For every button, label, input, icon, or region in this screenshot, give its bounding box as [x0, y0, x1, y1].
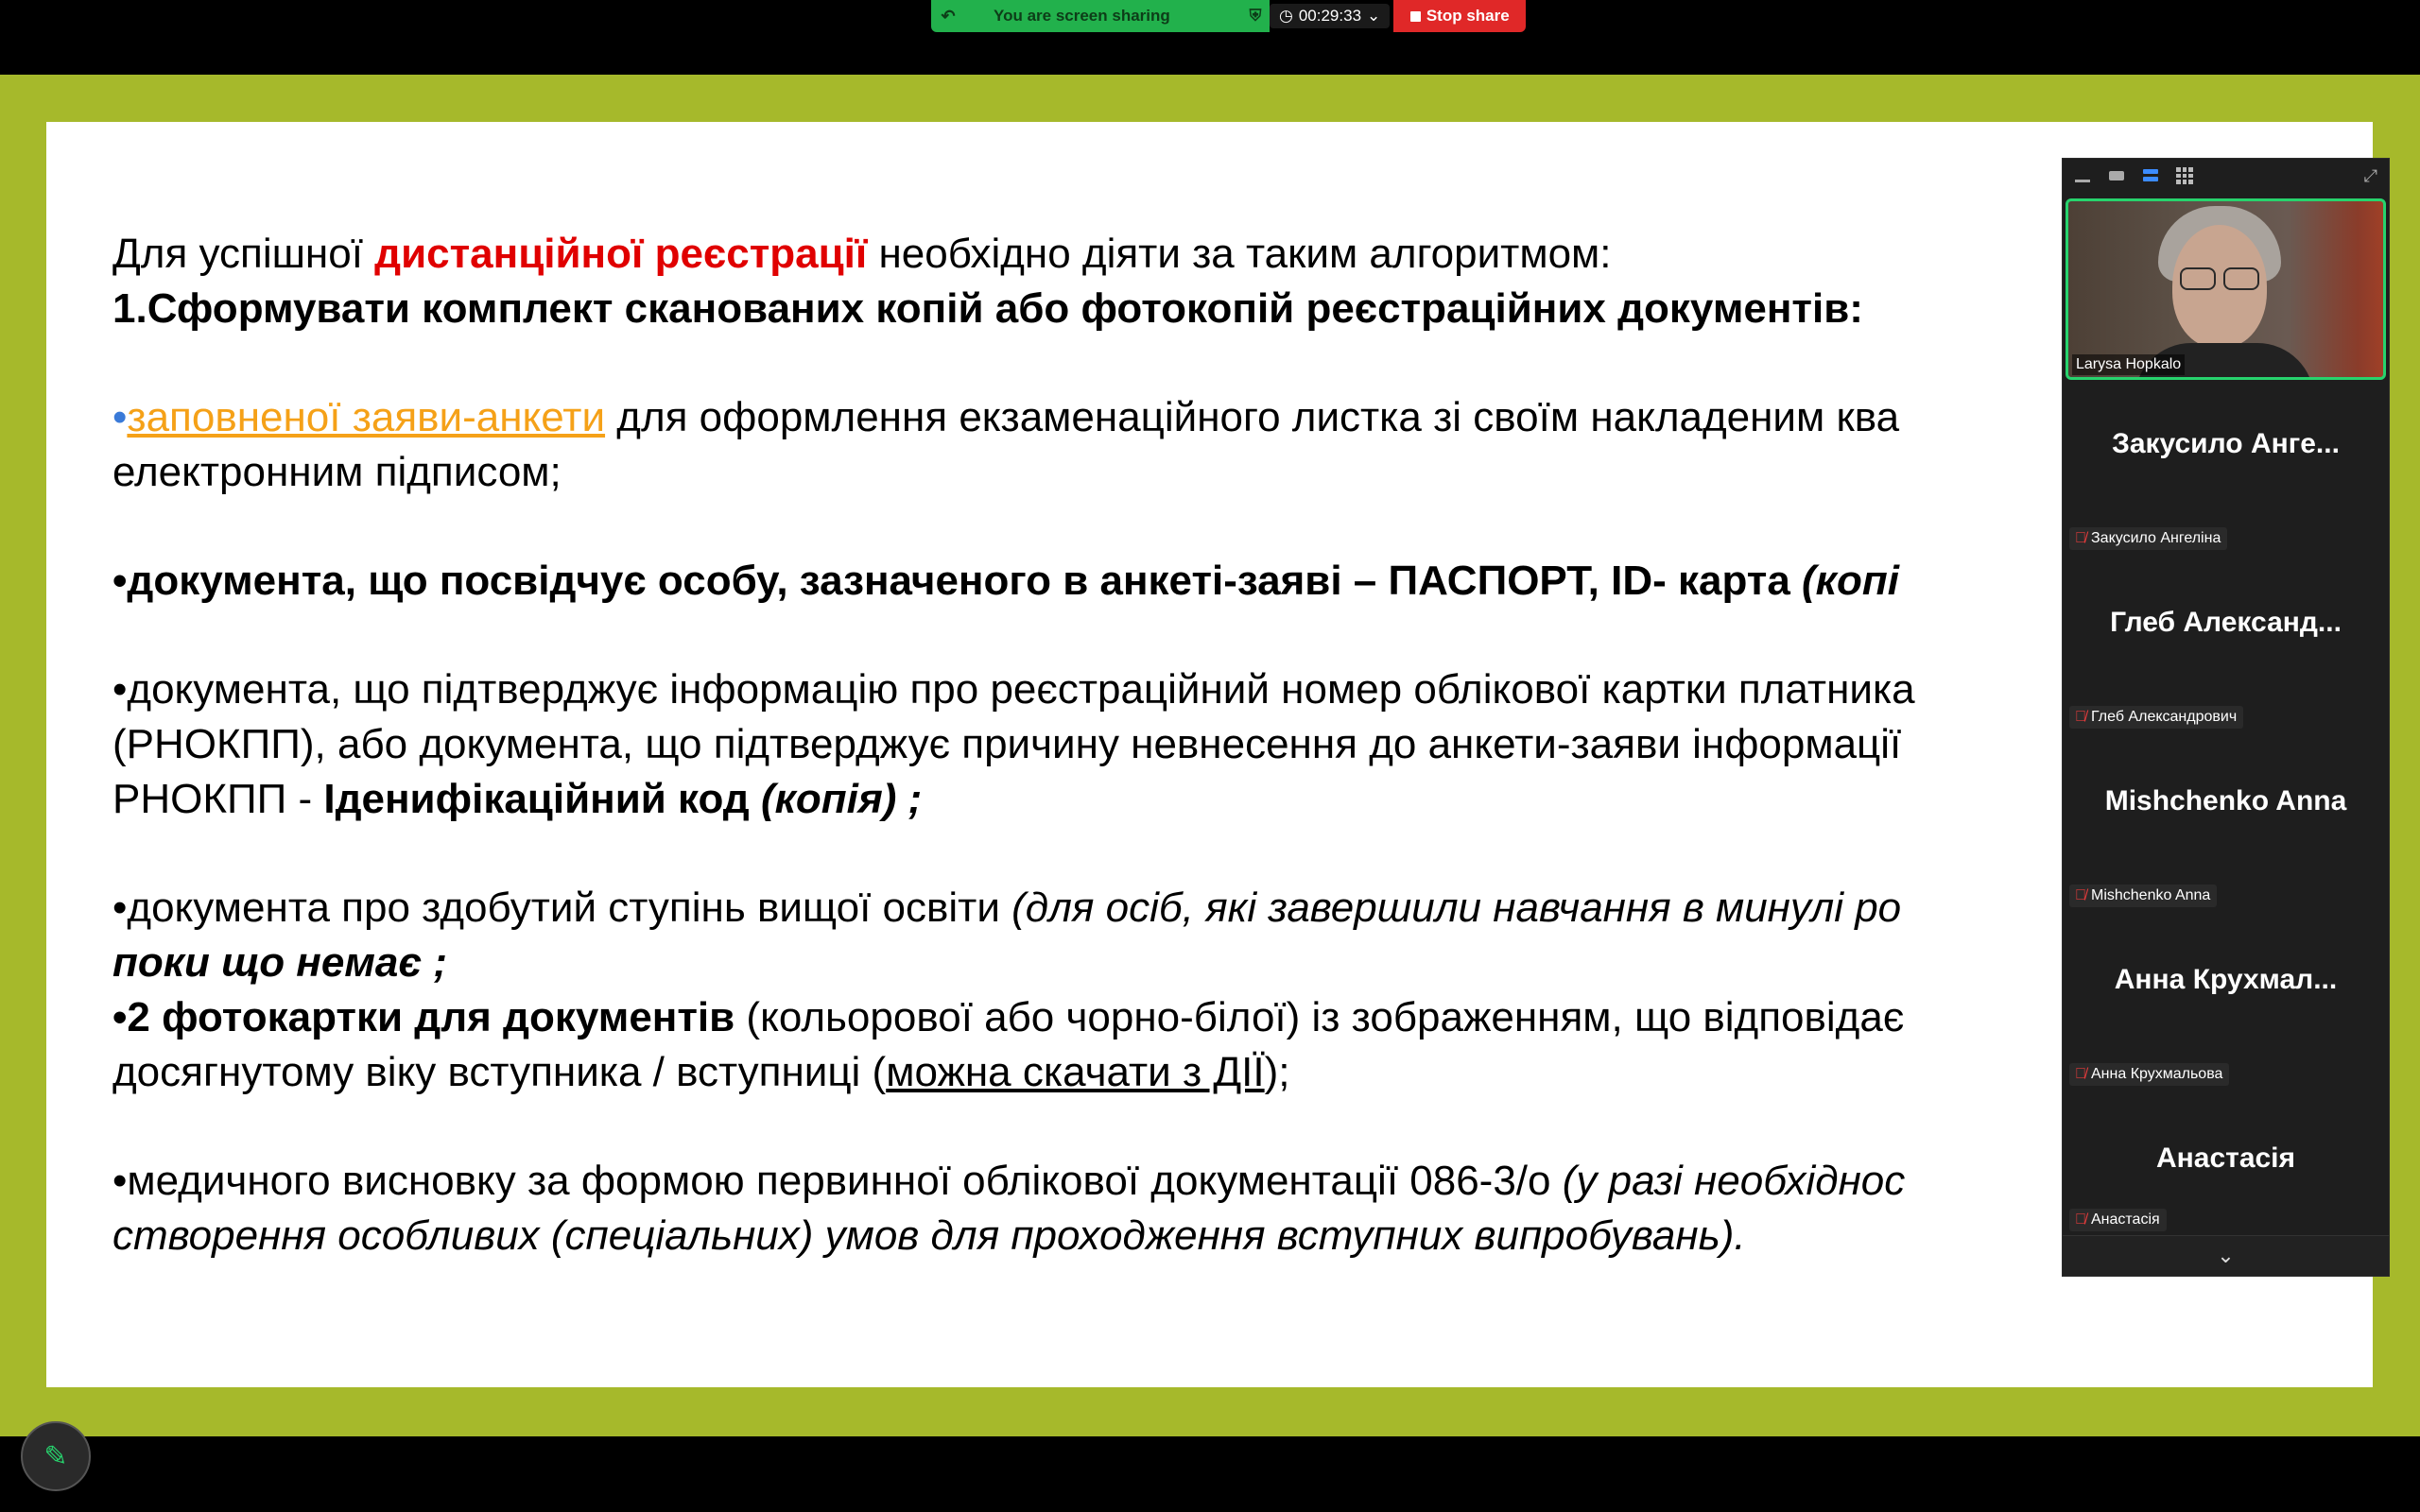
chevron-down-icon: ⌄ [1367, 7, 1381, 25]
participant-tile[interactable] [2063, 915, 2389, 1093]
bullet-application-form: •заповненої заяви-анкети для оформлення екзаменаційного листка зі своїм накладеним ква [112, 394, 1900, 440]
share-timer[interactable] [1270, 4, 1390, 28]
stop-share-label: Stop share [1426, 7, 1510, 25]
bullet-photos: •2 фотокартки для документів (кольорової або чорно-білої) із зображенням, що відповідає [112, 994, 1905, 1040]
participant-display-name: Mishchenko Anna [2104, 785, 2347, 816]
slide-line-intro: Для успішної дистанційної реєстрації необхідно діяти за таким алгоритмом: [112, 231, 1612, 277]
participant-tile[interactable] [2063, 1093, 2389, 1235]
hide-video-icon[interactable] [2106, 169, 2127, 182]
participant-name-tag: 🎙̸ Анастасія [2069, 1209, 2167, 1231]
participant-display-name: Закусило Анге... [2112, 428, 2340, 459]
participant-display-name: Глеб Александ... [2110, 607, 2342, 638]
expand-icon[interactable]: ⤢ [2363, 166, 2377, 185]
share-status [931, 0, 1270, 32]
timer-value: 00:29:33 [1298, 7, 1362, 25]
participant-display-name: Анна Крухмал... [2114, 964, 2338, 995]
speaker-name: Larysa Hopkalo [2072, 354, 2185, 375]
bottom-bar [0, 1436, 2420, 1512]
mic-muted-icon: 🎙̸ [2075, 709, 2086, 725]
bullet-tax-number: •документа, що підтверджує інформацію про реєстраційний номер облікової картки платника [112, 666, 1915, 713]
mic-muted-icon: 🎙̸ [2075, 1211, 2086, 1228]
participant-name-tag: 🎙̸ Глеб Александрович [2069, 706, 2243, 729]
panel-toolbar [2063, 159, 2389, 193]
participant-tile[interactable] [2063, 736, 2389, 915]
clock-icon: ◷ [1279, 7, 1293, 25]
screen-share-bar [931, 0, 1526, 32]
diia-link[interactable]: можна скачати з ДІЇ [886, 1049, 1265, 1095]
scroll-down-chevron-icon[interactable]: ⌄ [2063, 1235, 2389, 1276]
bullet-medical: •медичного висновку за формою первинної облікової документації 086-3/о (у разі необхіднос [112, 1158, 1906, 1204]
mic-muted-icon: 🎙̸ [2075, 1066, 2086, 1082]
slide-heading-step1: 1.Сформувати комплект сканованих копій або фотокопій реєстраційних документів: [112, 285, 1863, 332]
participant-tile[interactable] [2063, 379, 2389, 558]
share-icon: ↶ [941, 6, 956, 26]
highlight-remote-registration: дистанційної реєстрації [374, 231, 868, 277]
gallery-view-icon[interactable] [2174, 169, 2195, 182]
shield-icon: ⛨ [1249, 7, 1262, 25]
annotate-pencil-icon[interactable]: ✎ [21, 1421, 91, 1491]
mic-muted-icon: 🎙̸ [2075, 530, 2086, 546]
stop-share-button[interactable] [1393, 0, 1526, 32]
participants-panel [2062, 158, 2390, 1277]
speaker-view-icon[interactable] [2140, 169, 2161, 182]
participant-name-tag: 🎙̸ Закусило Ангеліна [2069, 527, 2227, 550]
slide [46, 122, 2373, 1387]
bullet-education: •документа про здобутий ступінь вищої освіти (для осіб, які завершили навчання в минулі ро [112, 885, 1902, 931]
slide-frame [0, 75, 2420, 1436]
participant-tile[interactable] [2063, 558, 2389, 736]
bullet-passport: •документа, що посвідчує особу, зазначеного в анкеті-заяві – ПАСПОРТ, ID- карта (копі [112, 558, 1899, 604]
application-form-link[interactable]: заповненої заяви-анкети [127, 394, 606, 440]
share-status-label: You are screen sharing [994, 7, 1170, 25]
participant-name-tag: 🎙̸ Mishchenko Anna [2069, 885, 2217, 907]
slide-text: Для успішної дистанційної реєстрації необхідно діяти за таким алгоритмом: 1.Сформувати комплект сканованих копій або фотокопій реєстраційних документів: •заповненої заяви-анкети для оформлення екзаменаційного листка зі своїм накладеним ква електронним підписом; •документа, що посвідчує особу, зазначеного в анкеті-заяві – ПАСПОРТ, ID- карта (копі •документа, що підтверджує інформацію про реєстраційний номер облікової картки платника (РНОКПП), або документа, що підтверджує причину невнесення до анкети-заяви інформації РНОКПП - Іденифікаційний код (копія) ; •документа про здобутий ступінь вищої освіти (для осіб, які завершили навчання в минулі ро поки що немає ; •2 фотокартки для документів (кольорової або чорно-білої) із зображенням, що відповідає досягнутому віку вступника / вступниці (можна скачати з ДІЇ); •медичного висновку за формою первинної облікової документації 086-3/о (у разі необхіднос створення особливих (спеціальних) умов для проходження вступних випробувань). [112, 227, 2287, 1263]
mic-muted-icon: 🎙̸ [2075, 887, 2086, 903]
active-speaker-video[interactable] [2066, 198, 2386, 380]
participant-name-tag: 🎙̸ Анна Крухмальова [2069, 1063, 2229, 1086]
minimize-icon[interactable] [2072, 169, 2093, 182]
stop-icon [1410, 11, 1421, 22]
participant-display-name: Анастасія [2155, 1143, 2296, 1174]
